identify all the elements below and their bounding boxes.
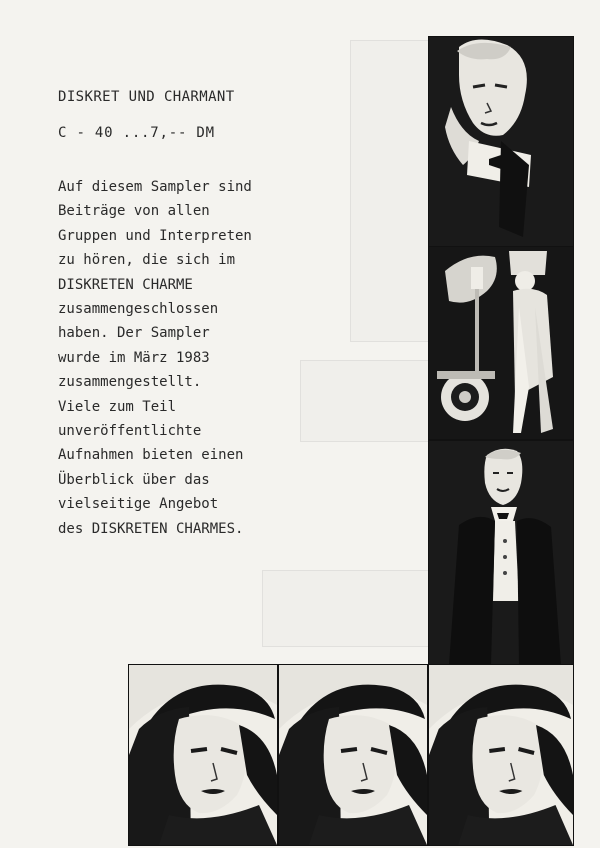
body-line: zu hören, die sich im [58,252,236,269]
street-scene-illustration [429,247,573,439]
woman-hat-illustration [279,665,427,845]
photo-woman-with-hat [428,664,574,846]
woman-hat-illustration [429,665,573,845]
photo-woman-with-hat [278,664,428,846]
tuxedo-illustration [429,441,573,665]
body-line: Beiträge von allen [58,203,210,220]
woman-hat-illustration [129,665,277,845]
portrait-illustration [429,37,573,247]
background-ghost-shape [350,40,432,342]
document-title: DISKRET UND CHARMANT [58,89,235,105]
body-line: Überblick über das [58,471,210,488]
body-line: zusammengeschlossen [58,301,219,318]
photo-portrait-hand-on-chin [428,36,574,248]
photo-woman-with-hat [128,664,278,846]
price-line: C - 40 ...7,-- DM [58,125,215,141]
body-line: vielseitige Angebot [58,496,219,513]
body-line: wurde im März 1983 [58,349,210,366]
body-line: DISKRETEN CHARME [58,276,193,293]
photo-man-in-tuxedo [428,440,574,666]
body-text [58,175,252,541]
body-line: Aufnahmen bieten einen [58,447,244,464]
body-line: unveröffentlichte [58,423,202,440]
photo-couple-street-scene [428,246,574,440]
body-line: Viele zum Teil [58,398,177,415]
body-line: haben. Der Sampler [58,325,210,342]
background-ghost-shape [300,360,432,442]
body-line: Auf diesem Sampler sind [58,179,252,195]
body-line: zusammengestellt. [58,374,202,391]
background-ghost-shape [262,570,429,647]
body-line: des DISKRETEN CHARMES. [58,520,244,537]
body-line: Gruppen und Interpreten [58,227,252,244]
